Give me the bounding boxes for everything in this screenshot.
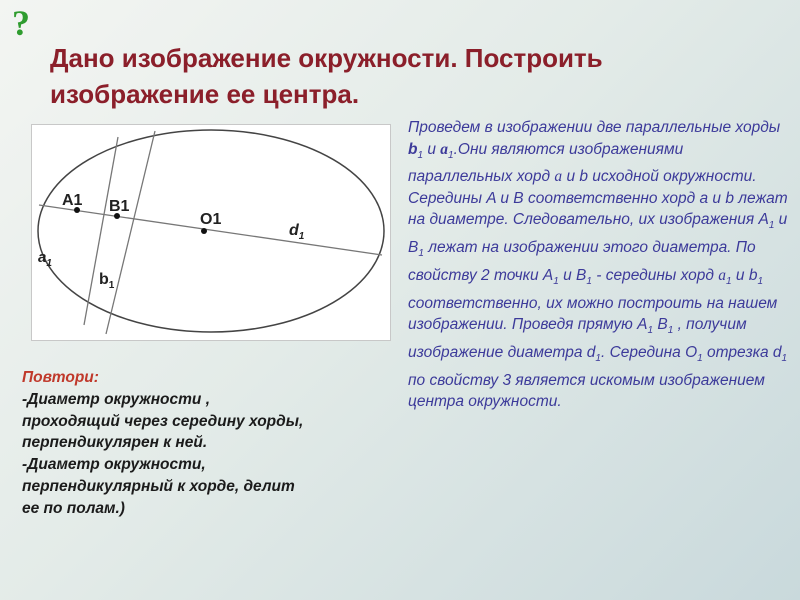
explain-sub: 1 [768,220,775,232]
explain-part: . Середина O [600,343,698,361]
explain-part: по свойству 3 является искомым изображением центра окружности. [408,371,765,411]
explain-part: Проведем в изображении две параллельные хорды [408,119,781,136]
review-line: ее по полам.) [22,499,125,517]
explain-sub: 1 [417,149,424,161]
explain-sub: 1 [757,275,764,287]
chord-a1 [84,137,118,325]
ellipse-diagram [32,125,390,340]
explain-sub: 1 [553,275,559,287]
explain-part: .Они являются изображениями параллельных хорд [408,140,684,186]
explain-part: , получим изображение диаметра d [408,316,747,361]
slide-title [50,40,750,112]
review-line: -Диаметр окружности , [22,390,211,408]
explain-sub: 1 [448,149,454,161]
label-b1-chord-sub: 1 [108,280,115,291]
explain-sub: 1 [781,352,788,364]
explain-part: соответственно, их можно построить на нашем изображении. Проведя прямую A [408,294,778,334]
explanation-text [408,117,788,413]
explain-part: отрезка d [702,343,782,361]
explain-part: и [423,140,441,158]
explain-part: и b исходной окружности. Середины A и B соответственно хорд a и b лежат на диаметре. Следовательно, их изображения A [408,168,788,229]
label-d1-letter: d [289,222,299,239]
label-o1: O1 [200,211,222,228]
explain-a-letter: a [554,168,563,186]
review-line: перпендикулярный к хорде, делит [22,477,295,495]
explain-part: и B [558,266,587,284]
title-line-2: изображение ее центра. [50,79,360,109]
review-block [22,367,392,520]
explain-sub: 1 [418,248,424,260]
point-o1 [201,228,207,234]
label-b1: B1 [109,198,130,215]
label-a1: A1 [62,192,83,209]
question-mark-icon: ? [12,3,30,43]
label-a1-chord-sub: 1 [46,258,52,269]
explain-part: B [653,316,668,334]
label-d1-sub: 1 [298,231,305,242]
explain-b1-letter: b [408,140,418,158]
explain-part: и b [731,266,758,284]
review-line: перпендикулярен к ней. [22,434,208,452]
explain-sub: 1 [586,275,592,287]
explain-a1-letter: a [440,140,449,158]
explain-a1-letter: a [718,266,727,284]
explain-sub: 1 [647,325,654,337]
explain-sub: 1 [595,352,601,364]
ellipse-figure [31,124,391,341]
title-line-1: Дано изображение окружности. Построить [50,43,603,73]
label-d1 [289,222,305,242]
explain-part: лежат на изображении этого диаметра. По свойству 2 точки A [408,239,756,284]
review-line: -Диаметр окружности, [22,456,206,474]
explain-sub: 1 [697,352,703,364]
explain-part: и B [408,211,788,257]
review-line: проходящий через середину хорды, [22,412,304,430]
explain-part: - середины хорд [591,266,719,284]
label-a1-chord-letter: a [38,249,47,266]
explain-sub: 1 [726,275,732,287]
ellipse-outline [38,130,384,332]
label-a1-chord [38,249,52,269]
review-heading: Повтори: [22,369,99,386]
label-b1-chord [99,271,115,291]
explain-sub: 1 [667,325,674,337]
label-b1-chord-letter: b [99,271,109,288]
